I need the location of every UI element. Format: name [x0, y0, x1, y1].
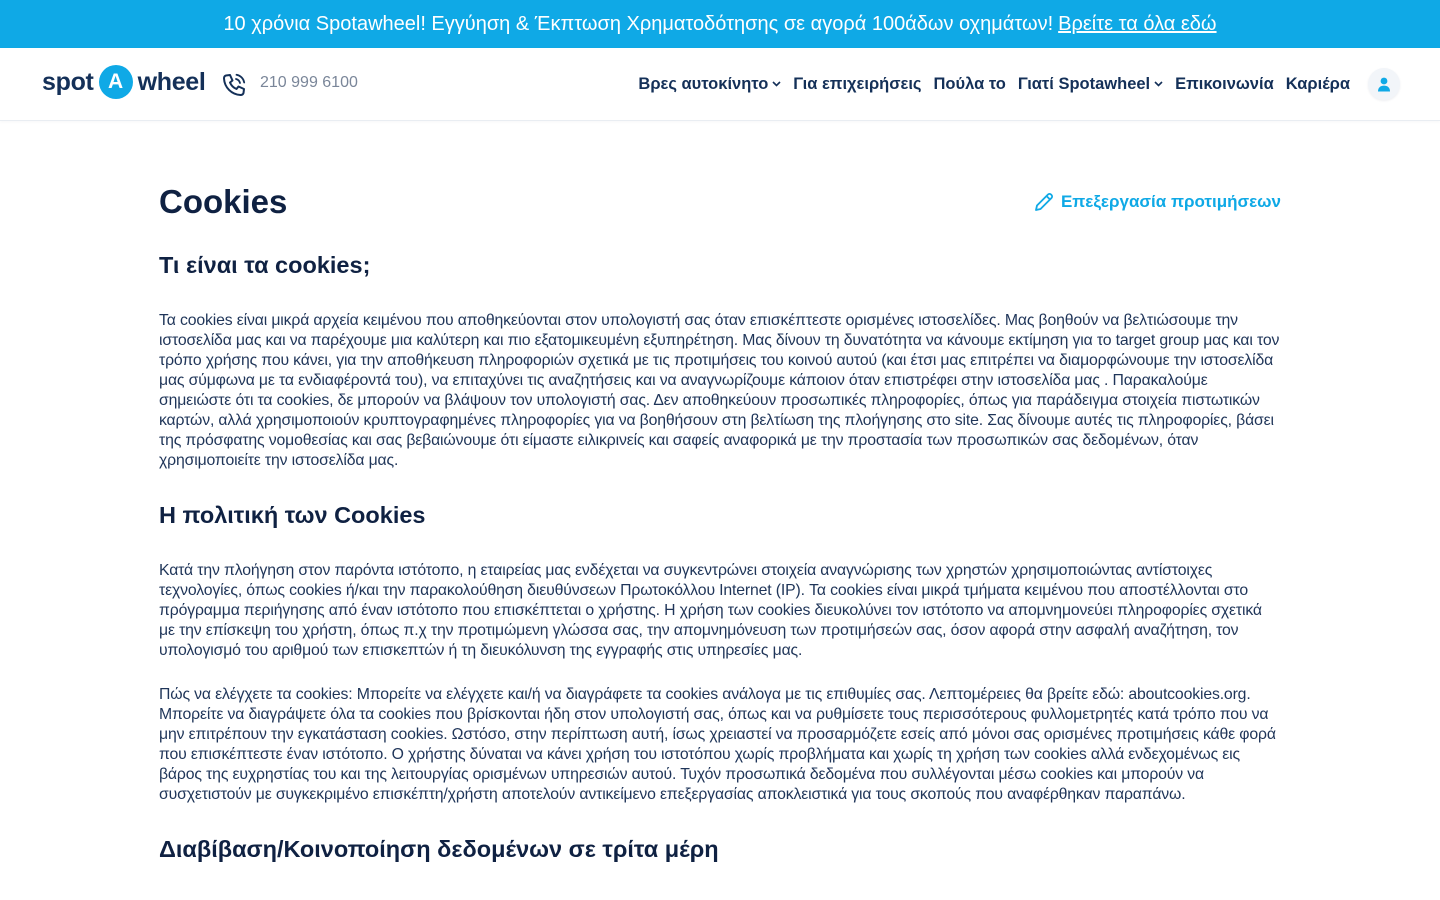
pencil-icon: [1033, 191, 1055, 213]
site-header: [0, 48, 1440, 121]
section-heading: Η πολιτική των Cookies: [159, 502, 426, 528]
promo-text: 10 χρόνια Spotawheel! Εγγύηση & Έκπτωση Χρηματοδότησης σε αγορά 100άδων οχημάτων!: [223, 12, 1054, 35]
main-nav: [638, 73, 1350, 95]
promo-link[interactable]: Βρείτε τα όλα εδώ: [1058, 12, 1217, 35]
user-account-button[interactable]: [1368, 68, 1400, 100]
user-icon: [1377, 77, 1391, 92]
section-paragraph: Πώς να ελέγχετε τα cookies: Μπορείτε να ελέγχετε και/ή να διαγράφετε τα cookies ανάλογα με τις επιθυμίες σας. Λεπτομέρειες θα βρείτε εδώ: aboutcookies.org. Μπορείτε να διαγράψετε όλα τα cookies που βρίσκονται ήδη στον υπολογιστή σας, όπως και να ρυθμίσετε τους περισσότερους φυλλομετρητές κατά τρόπο που να μην επιτρέπουν την εγκατάσταση cookies. Ωστόσο, στην περίπτωση αυτή, ίσως χρειαστεί να προσαρμόζετε εσείς από μόνοι σας ορισμένες προτιμήσεις κάθε φορά που επισκέπτεστε έναν ιστότοπο. Ο χρήστης δύναται να κάνει χρήση του ιστοτόπου χωρίς προβλήματα και χωρίς τη χρήση των cookies αλλά ενδεχομένως εις βάρος της ευχρηστίας του και της λειτουργίας ορισμένων υπηρεσιών αυτού. Τυχόν προσωπικά δεδομένα που συλλέγονται μέσω cookies και μπορούν να συσχετιστούν με συγκεκριμένο επισκέπτη/χρήστη αποτελούν αντικείμενο επεξεργασίας αποκλειστικά για τους σκοπούς που αναφέρθηκαν παραπάνω.: [159, 686, 1276, 803]
phone-number[interactable]: 210 999 6100: [260, 74, 358, 91]
nav-find-car[interactable]: [638, 75, 781, 94]
nav-why[interactable]: [1018, 75, 1163, 94]
nav-contact-label: Επικοινωνία: [1175, 74, 1274, 93]
nav-business[interactable]: [793, 75, 921, 94]
nav-sell[interactable]: [934, 75, 1006, 94]
nav-contact[interactable]: [1175, 75, 1274, 94]
logo-badge: A: [99, 65, 133, 99]
logo-text-left: spot: [42, 67, 94, 96]
promo-bar: [0, 0, 1440, 48]
nav-careers[interactable]: [1286, 75, 1350, 94]
nav-business-label: Για επιχειρήσεις: [793, 74, 922, 93]
edit-preferences-label: Επεξεργασία προτιμήσεων: [1060, 192, 1281, 211]
chevron-down-icon: [1154, 81, 1163, 87]
chevron-down-icon: [772, 81, 781, 87]
edit-preferences-link[interactable]: [1033, 191, 1281, 213]
logo[interactable]: [42, 62, 206, 102]
nav-find-car-label: Βρες αυτοκίνητο: [638, 74, 769, 93]
cookie-policy-body: [159, 249, 1281, 865]
nav-careers-label: Καριέρα: [1285, 74, 1350, 93]
logo-text-right: wheel: [137, 67, 206, 96]
nav-why-label: Γιατί Spotawheel: [1017, 74, 1151, 93]
section-paragraph: Κατά την πλοήγηση στον παρόντα ιστότοπο, η εταιρείας μας ενδέχεται να συγκεντρώνει στοιχεία αναγνώρισης των χρηστών χρησιμοποιώντας αντίστοιχες τεχνολογίες, όπως cookies ή/και την παρακολούθηση διευθύνσεων Πρωτοκόλλου Internet (IP). Τα cookies είναι μικρά τμήματα κειμένου που αποστέλλονται στο πρόγραμμα περιήγησης από έναν ιστότοπο που επισκέπτεται ο χρήστης. Η χρήση των cookies διευκολύνει τον ιστότοπο να απομνημονεύει πληροφορίες σχετικά με την επίσκεψη του χρήστη, όπως π.χ την προτιμώμενη γλώσσα σας, την απομνημόνευση των προτιμήσεών σας, όσον αφορά στην ασφαλή αναζήτηση, τον υπολογισμό του αριθμού των επισκεπτών ή τη διευκόλυνση της εγγραφής στις υπηρεσίες μας.: [159, 562, 1262, 659]
section-heading: Διαβίβαση/Κοινοποίηση δεδομένων σε τρίτα μέρη: [159, 836, 719, 862]
section-heading: Τι είναι τα cookies;: [159, 252, 371, 278]
phone-icon[interactable]: [220, 71, 248, 99]
section-paragraph: Τα cookies είναι μικρά αρχεία κειμένου που αποθηκεύονται στον υπολογιστή σας όταν επισκέπτεστε ορισμένες ιστοσελίδες. Μας βοηθούν να βελτιώσουμε την ιστοσελίδα μας και να παρέχουμε μια καλύτερη και πιο εξατομικευμένη εξυπηρέτηση. Μας δίνουν τη δυνατότητα να κάνουμε εκτίμηση για το target group μας και τον τρόπο χρήσης που κάνει, για την αποθήκευση πληροφοριών σχετικά με τις προτιμήσεις του κοινού αυτού (και έτσι μας επιτρέπει να διαμορφώνουμε την ιστοσελίδα μας σύμφωνα με τα ενδιαφέροντά του), να επιταχύνει τις αναζητήσεις και να αναγνωρίζουμε κάποιον όταν επιστρέφει στην ιστοσελίδα μας . Παρακαλούμε σημειώστε ότι τα cookies, δε μπορούν να βλάψουν τον υπολογιστή σας. Δεν αποθηκεύουν προσωπικές πληροφορίες, όπως για παράδειγμα στοιχεία πιστωτικών καρτών, αλλά χρησιμοποιούν κρυπτογραφημένες πληροφορίες για να βοηθήσουν στη βελτίωση της πλοήγησης στο site. Σας δίνουμε αυτές τις πληροφορίες, βάσει της πρόσφατης νομοθεσίας και σας βεβαιώνουμε ότι είμαστε ειλικρινείς και σαφείς αναφορικά με την προστασία των προσωπικών σας δεδομένων, όταν χρησιμοποιείτε την ιστοσελίδα μας.: [159, 312, 1280, 469]
nav-sell-label: Πούλα το: [933, 74, 1006, 93]
page-title: Cookies: [159, 183, 288, 220]
